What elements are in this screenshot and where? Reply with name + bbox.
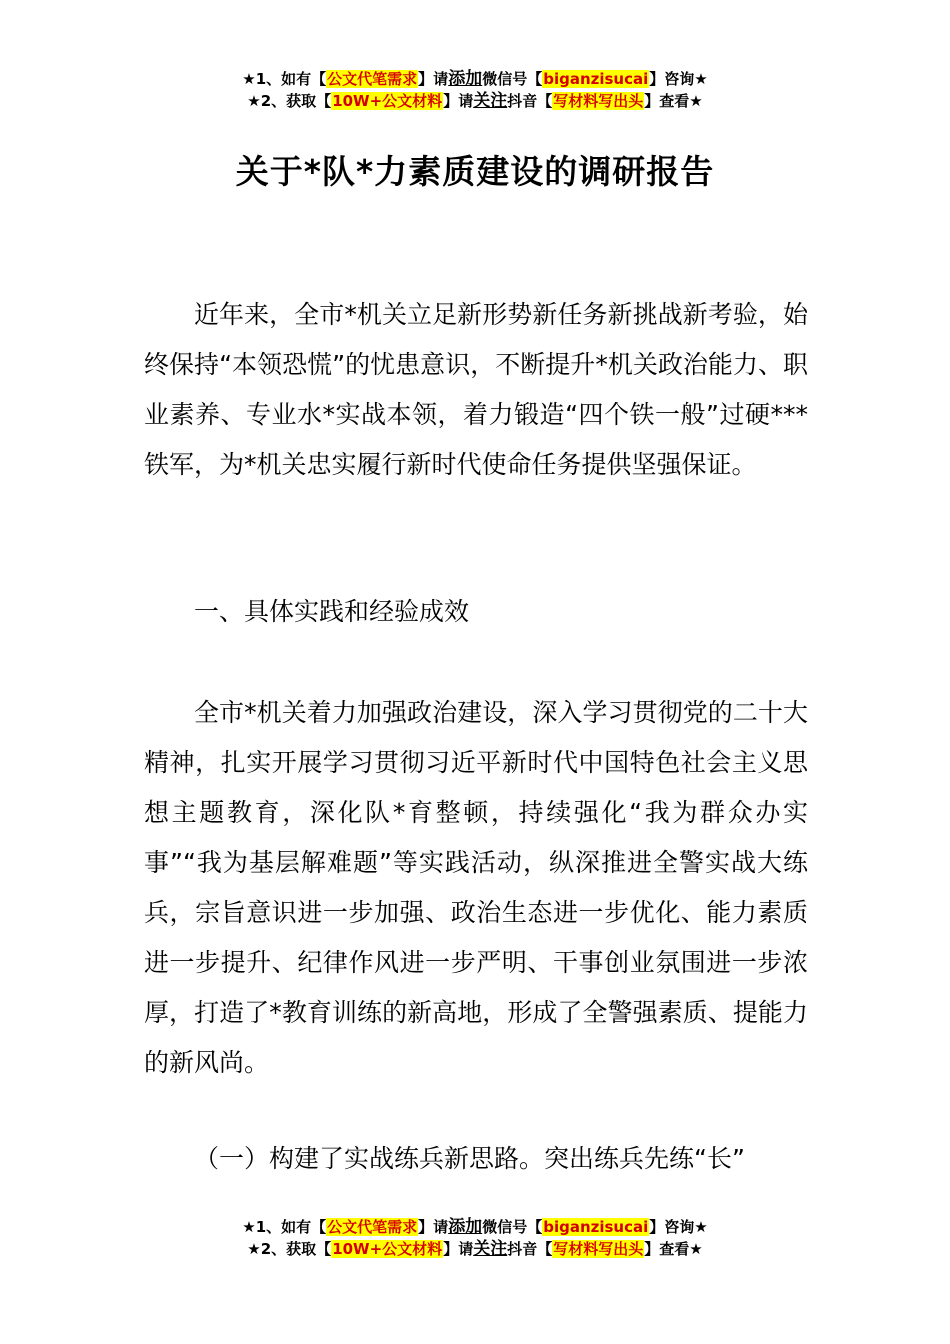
highlight-text: 10W+公文材料	[332, 1240, 443, 1258]
section-heading: 一、具体实践和经验成效	[194, 597, 470, 626]
highlight-account: 写材料写出头	[553, 92, 644, 110]
header-banner	[0, 68, 950, 112]
banner-text: ★2、获取【	[247, 92, 332, 110]
banner-text: 】咨询★	[649, 70, 708, 88]
banner-text: 】咨询★	[649, 1218, 708, 1236]
banner-text: 抖音【	[507, 92, 553, 110]
highlight-wechat-id: biganzisucai	[543, 1218, 649, 1236]
highlight-account: 写材料写出头	[553, 1240, 644, 1258]
banner-line-1	[0, 1216, 950, 1238]
paragraph-subsection: （一）构建了实战练兵新思路。突出练兵先练“长”	[194, 1144, 745, 1173]
highlight-text: 公文代笔需求	[327, 1218, 418, 1236]
banner-text: 】查看★	[644, 92, 703, 110]
banner-text: 】请	[418, 1218, 449, 1236]
paragraph-practice: 全市*机关着力加强政治建设，深入学习贯彻党的二十大精神，扎实开展学习贯彻习近平新时代中国特色社会主义思想主题教育，深化队*育整顿，持续强化“我为群众办实事”“我为基层解难题”等实践活动，纵深推进全警实战大练兵，宗旨意识进一步加强、政治生态进一步优化、能力素质进一步提升、纪律作风进一步严明、干事创业氛围进一步浓厚，打造了*教育训练的新高地，形成了全警强素质、提能力的新风尚。	[144, 698, 808, 1077]
banner-line-1	[0, 68, 950, 90]
banner-text: 微信号【	[482, 1218, 543, 1236]
banner-text: ★1、如有【	[242, 1218, 327, 1236]
banner-text: 抖音【	[507, 1240, 553, 1258]
document-title: 关于*队*力素质建设的调研报告	[235, 152, 715, 191]
banner-line-2	[0, 1238, 950, 1260]
underlined-text: 关注	[473, 91, 508, 111]
banner-text: 】请	[443, 1240, 474, 1258]
banner-text: 】请	[418, 70, 449, 88]
highlight-text: 10W+公文材料	[332, 92, 443, 110]
highlight-wechat-id: biganzisucai	[543, 70, 649, 88]
underlined-text: 关注	[473, 1239, 508, 1259]
underlined-text: 添加	[448, 1217, 483, 1237]
banner-line-2	[0, 90, 950, 112]
paragraph-intro: 近年来，全市*机关立足新形势新任务新挑战新考验，始终保持“本领恐慌”的忧患意识，不断提升*机关政治能力、职业素养、专业水*实战本领，着力锻造“四个铁一般”过硬***铁军，为*机关忠实履行新时代使命任务提供坚强保证。	[144, 300, 808, 479]
banner-text: ★2、获取【	[247, 1240, 332, 1258]
underlined-text: 添加	[448, 69, 483, 89]
banner-text: 微信号【	[482, 70, 543, 88]
banner-text: 】查看★	[644, 1240, 703, 1258]
banner-text: 】请	[443, 92, 474, 110]
highlight-text: 公文代笔需求	[327, 70, 418, 88]
banner-text: ★1、如有【	[242, 70, 327, 88]
footer-banner	[0, 1216, 950, 1260]
